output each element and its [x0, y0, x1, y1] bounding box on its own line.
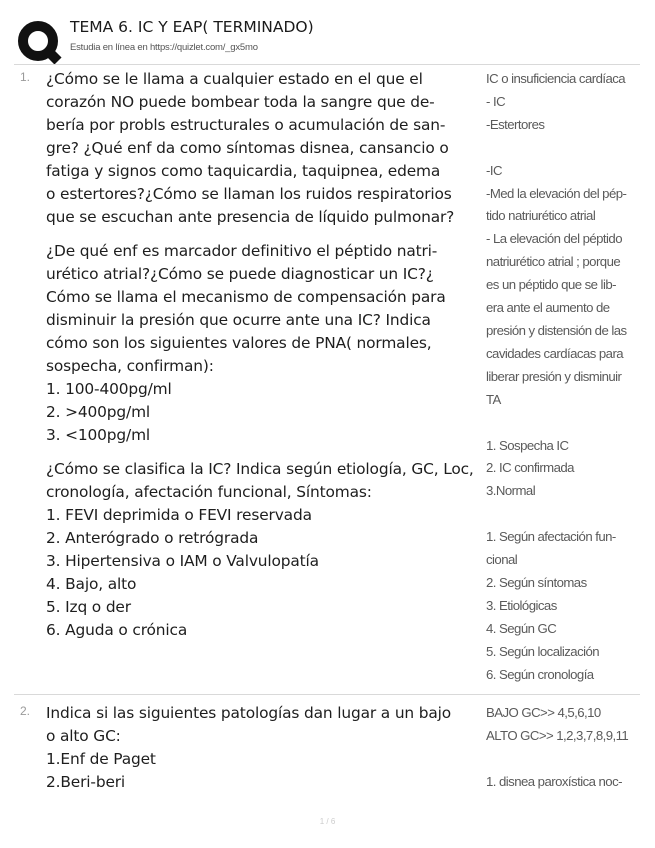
term-paragraph: ¿De qué enf es marcador definitivo el péptido natri- urético atrial?¿Cómo se puede diagnosticar un IC?¿ Cómo se llama el mecanismo de compensación para disminuir la presión que ocurre ante una IC? Indica cómo son los siguientes valores de PNA( normales, sospecha, confirman): 1. 100-400pg/ml 2. >400pg/ml 3. <100pg/ml [46, 242, 446, 444]
definition-line: presión y distensión de las [486, 322, 627, 338]
definition-line: 1. Sospecha IC [486, 437, 569, 453]
definition-line: 2. IC confirmada [486, 460, 574, 476]
definition-line: ALTO GC>> 1,2,3,7,8,9,11 [486, 727, 629, 743]
definition-line: 4. Según GC [486, 620, 557, 636]
card-term [46, 68, 478, 642]
definition-line: IC o insuficiencia cardíaca [486, 71, 626, 86]
definition-line: cional [486, 552, 518, 568]
card-definition [486, 68, 642, 686]
card-definition [486, 702, 642, 794]
page-number: 1 / 6 [319, 817, 336, 826]
definition-line: tido natriurético atrial [486, 208, 596, 224]
header-divider [14, 64, 640, 65]
quizlet-logo-icon [16, 19, 62, 65]
definition-line: 2. Según síntomas [486, 574, 587, 590]
definition-line: 1. Según afectación fun- [486, 529, 616, 545]
term-paragraph: ¿Cómo se le llama a cualquier estado en el que el corazón NO puede bombear toda la sangre que de- bería por probls estructurales o acumulación de san- gre? ¿Qué enf da como síntomas disnea, cansancio o fatiga y signos como taquicardia, taquipnea, edema o estertores?¿Cómo se llaman los ruidos respiratorios que se escuchan ante presencia de líquido pulmonar? [46, 70, 455, 226]
definition-line: es un péptido que se lib- [486, 277, 616, 293]
definition-line: 3. Etiológicas [486, 597, 557, 613]
definition-line: BAJO GC>> 4,5,6,10 [486, 705, 601, 720]
definition-line: 5. Según localización [486, 643, 600, 659]
card-term [46, 702, 478, 794]
definition-line: -Estertores [486, 116, 545, 132]
definition-line: cavidades cardíacas para [486, 345, 624, 361]
source-url: Estudia en línea en https://quizlet.com/_gx5mo [70, 42, 258, 53]
flashcard-1 [14, 68, 640, 688]
definition-line: era ante el aumento de [486, 300, 610, 316]
term-paragraph: Indica si las siguientes patologías dan lugar a un bajo o alto GC: 1.Enf de Paget 2.Beri-beri [46, 704, 452, 791]
definition-line: 3.Normal [486, 483, 536, 499]
definition-line: liberar presión y disminuir [486, 368, 622, 384]
definition-line: 6. Según cronología [486, 666, 594, 682]
definition-line: TA [486, 391, 501, 407]
definition-line: natriurético atrial ; porque [486, 254, 621, 270]
definition-line: -Med la elevación del pép- [486, 185, 627, 201]
term-paragraph: ¿Cómo se clasifica la IC? Indica según etiología, GC, Loc, cronología, afectación funcional, Síntomas: 1. FEVI deprimida o FEVI reservada 2. Anterógrado o retrógrada 3. Hipertensiva o IAM o Valvulopatía 4. Bajo, alto 5. Izq o der 6. Aguda o crónica [46, 460, 474, 639]
definition-line: - IC [486, 93, 506, 109]
document-title: TEMA 6. IC Y EAP( TERMINADO) [70, 18, 314, 36]
definition-line [486, 412, 642, 435]
header [16, 14, 636, 62]
card-divider [14, 694, 640, 695]
definition-line [486, 748, 642, 771]
definition-line: 1. disnea paroxística noc- [486, 773, 622, 789]
definition-line [486, 137, 642, 160]
definition-line: -IC [486, 162, 502, 178]
card-number: 2. [20, 704, 31, 718]
flashcard-2 [14, 702, 640, 802]
definition-line [486, 503, 642, 526]
card-number: 1. [20, 70, 31, 84]
definition-line: - La elevación del péptido [486, 231, 622, 247]
